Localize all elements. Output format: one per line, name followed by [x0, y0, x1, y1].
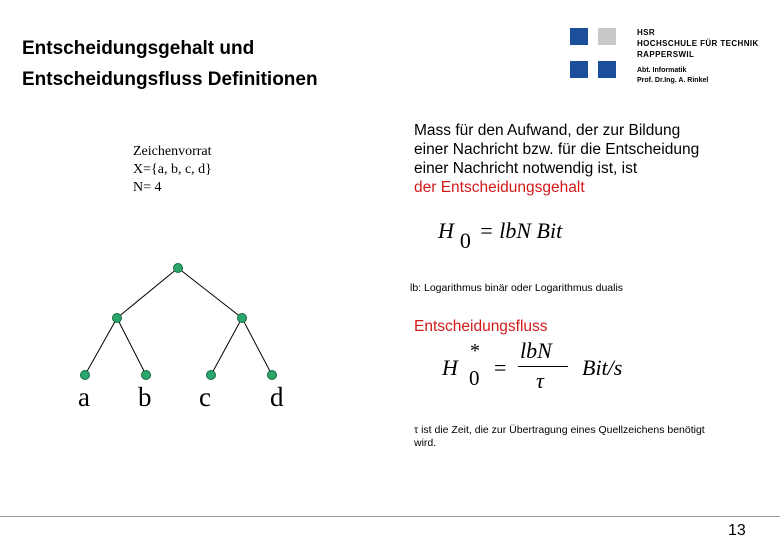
tau-note-line-2: wird. — [414, 437, 437, 449]
logo-square-top-left — [570, 28, 588, 45]
tree-edge-left-a — [85, 318, 117, 375]
tree-node-c — [207, 371, 216, 380]
alphabet-heading: Zeichenvorrat — [133, 144, 212, 159]
formula2-denominator: τ — [536, 368, 544, 393]
logo-square-bottom-right — [598, 61, 616, 78]
formula2-numerator: lbN — [520, 338, 552, 363]
formula2-equals: = — [494, 355, 507, 380]
tree-node-b — [142, 371, 151, 380]
logo-wordmark — [637, 27, 759, 60]
leaf-label-d: d — [270, 382, 284, 412]
decision-tree — [0, 0, 400, 420]
page-number: 13 — [728, 522, 746, 539]
logo-line-2: HOCHSCHULE FÜR TECHNIK — [637, 39, 759, 48]
tree-node-root — [174, 264, 183, 273]
logo-square-top-right — [598, 28, 616, 45]
tree-edge-right-c — [211, 318, 242, 375]
leaf-label-a: a — [78, 382, 90, 412]
leaf-label-b: b — [138, 382, 152, 412]
logo-square-bottom-left — [570, 61, 588, 78]
logo-line-3: RAPPERSWIL — [637, 50, 695, 59]
tree-edge-root-left — [117, 268, 178, 318]
tree-edge-right-d — [242, 318, 272, 375]
tree-node-right — [238, 314, 247, 323]
lb-note: lb: Logarithmus binär oder Logarithmus dualis — [410, 282, 624, 294]
logo-dept: Abt. Informatik — [637, 67, 687, 74]
alphabet-set: X={a, b, c, d} — [133, 162, 212, 177]
leaf-label-c: c — [199, 382, 211, 412]
definition-paragraph — [414, 121, 699, 197]
flow-heading: Entscheidungsfluss — [414, 318, 548, 335]
title-line-1: Entscheidungsgehalt und — [22, 38, 255, 59]
formula1-subscript: 0 — [459, 228, 471, 253]
tree-node-a — [81, 371, 90, 380]
tau-note-line-1: τ ist die Zeit, die zur Übertragung eines Quellzeichens benötigt — [414, 424, 705, 436]
footer-divider — [0, 516, 780, 517]
tree-edge-left-b — [117, 318, 146, 375]
logo-prof: Prof. Dr.Ing. A. Rinkel — [637, 77, 709, 84]
tree-node-left — [113, 314, 122, 323]
tree-edge-root-right — [178, 268, 242, 318]
logo-line-1: HSR — [637, 28, 656, 37]
definition-term: der Entscheidungsgehalt — [414, 179, 585, 196]
definition-line-2: einer Nachricht bzw. für die Entscheidung — [414, 141, 700, 158]
formula2-h: H — [442, 355, 458, 380]
definition-line-1: Mass für den Aufwand, der zur Bildung — [414, 122, 681, 139]
formula1-rhs: = lbN Bit — [478, 218, 563, 243]
title-line-2: Entscheidungsfluss Definitionen — [22, 69, 318, 90]
definition-line-3: einer Nachricht notwendig ist, ist — [414, 160, 638, 177]
logo-department — [637, 66, 708, 86]
formula-entscheidungsgehalt — [438, 218, 563, 253]
tau-note — [414, 424, 705, 450]
formula2-unit: Bit/s — [582, 355, 623, 380]
formula2-superscript: * — [470, 340, 480, 362]
formula2-subscript: 0 — [469, 366, 480, 390]
tree-node-d — [268, 371, 277, 380]
alphabet-size: N= 4 — [133, 180, 162, 195]
formula1-h: H — [438, 218, 454, 243]
formula-entscheidungsfluss-h — [442, 355, 458, 381]
